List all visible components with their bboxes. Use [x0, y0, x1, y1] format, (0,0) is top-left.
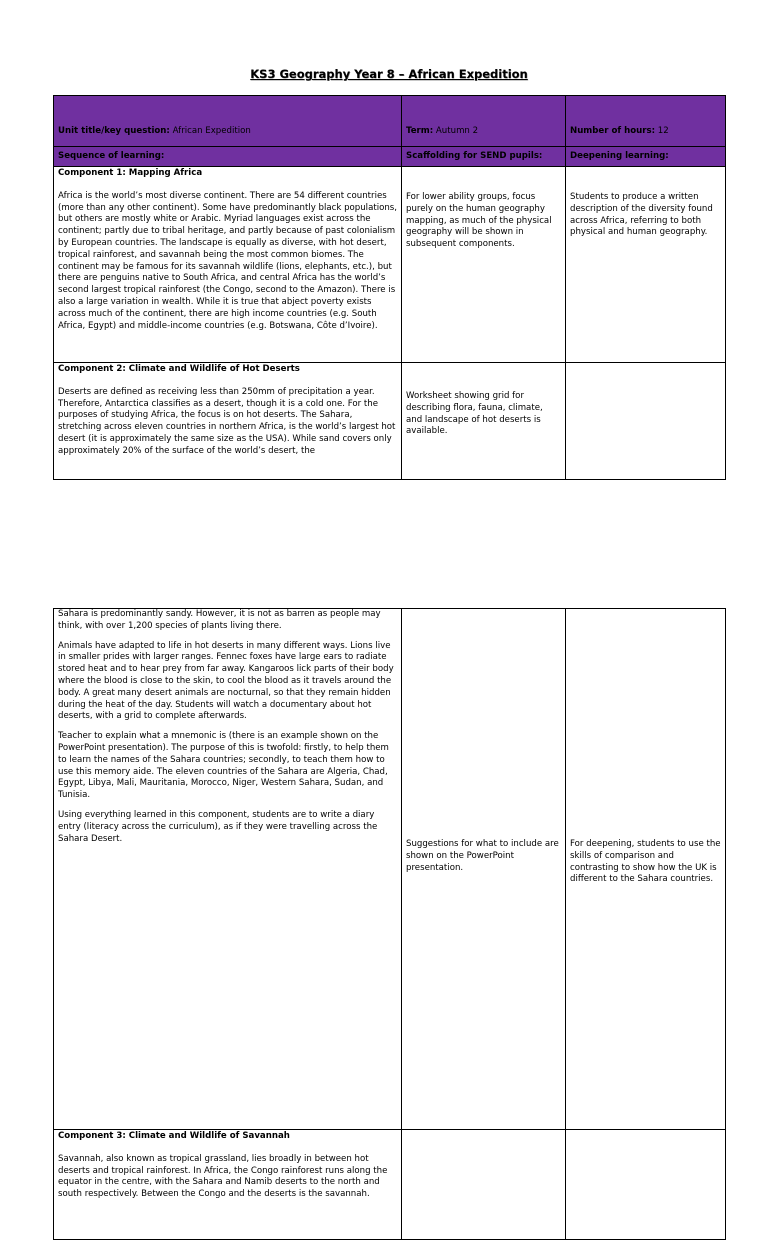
deepening-header: Deepening learning: — [566, 147, 726, 167]
hours-value: 12 — [657, 126, 669, 137]
component-2-scaffold-2-cell — [402, 609, 566, 1130]
term-cell — [402, 96, 566, 147]
sequence-header: Sequence of learning: — [54, 147, 402, 167]
component-3-scaffold-cell — [402, 1130, 566, 1240]
component-1-cell — [54, 167, 402, 363]
component-1-deepen-cell — [566, 167, 726, 363]
page-title: KS3 Geography Year 8 – African Expedition — [250, 67, 528, 81]
header-row — [54, 96, 726, 147]
component-3-deepen-cell — [566, 1130, 726, 1240]
unit-title-cell — [54, 96, 402, 147]
component-1-row — [54, 167, 726, 363]
component-2-continued-text-4: Using everything learned in this component, students are to write a diary entry (literacy across the curriculum), as if they were travelling across the Sahara Desert. — [58, 809, 378, 844]
component-2-continued-cell — [54, 609, 402, 1130]
component-1-scaffold-cell — [402, 167, 566, 363]
component-2-text: Deserts are defined as receiving less than 250mm of precipitation a year. Therefore, Antarctica classifies as a desert, though it is a cold one. For the purposes of studying Africa, the focus is on hot deserts. The Sahara, stretching across eleven countries in northern Africa, is the world’s largest hot desert (it is approximately the same size as the USA). While sand covers only approximately 20% of the surface of the world’s desert, the — [58, 386, 396, 456]
component-2-continued-text-1: Sahara is predominantly sandy. However, it is not as barren as people may think, with over 1,200 species of plants living there. — [58, 609, 381, 631]
scheme-table-page-1 — [53, 95, 726, 480]
component-1-scaffold: For lower ability groups, focus purely on the human geography mapping, as much of the physical geography will be shown in subsequent components. — [406, 192, 552, 250]
component-1-deepen: Students to produce a written description of the diversity found across Africa, referring to both physical and human geography. — [570, 192, 713, 238]
scheme-table-page-2 — [53, 608, 726, 1240]
component-3-title: Component 3: Climate and Wildlife of Savannah — [58, 1131, 290, 1141]
component-2-scaffold-cell — [402, 363, 566, 480]
scaffolding-header: Scaffolding for SEND pupils: — [402, 147, 566, 167]
component-2-title: Component 2: Climate and Wildlife of Hot Deserts — [58, 364, 300, 374]
component-2-cell — [54, 363, 402, 480]
component-2-deepen-2-cell — [566, 609, 726, 1130]
component-1-text: Africa is the world’s most diverse continent. There are 54 different countries (more than any other continent). Some have predominantly black populations, but others are mostly white or Arabic. Myriad languages exist across the continent; partly due to tribal heritage, and partly because of past colonialism by European countries. The landscape is equally as diverse, with hot desert, tropical rainforest, and savannah being the most common biomes. The continent may be famous for its savannah wildlife (lions, elephants, etc.), but there are penguins native to South Africa, and central Africa has the world’s second largest tropical rainforest (the Congo, second to the Amazon). There is also a large variation in wealth. While it is true that abject poverty exists across much of the continent, there are high income countries (e.g. South Africa, Egypt) and middle-income countries (e.g. Botswana, Côte d’Ivoire). — [58, 190, 398, 331]
term-value: Autumn 2 — [435, 126, 479, 137]
component-2-scaffold: Worksheet showing grid for describing flora, fauna, climate, and landscape of hot deserts is available. — [406, 391, 543, 437]
component-3-row — [54, 1130, 726, 1240]
component-2-continued-text-3: Teacher to explain what a mnemonic is (there is an example shown on the PowerPoint presentation). The purpose of this is twofold: firstly, to help them to learn the names of the Sahara countries; secondly, to teach them how to use this memory aide. The eleven countries of the Sahara are Algeria, Chad, Egypt, Libya, Mali, Mauritania, Morocco, Niger, Western Sahara, Sudan, and Tunisia. — [58, 731, 389, 801]
column-header-row — [54, 147, 726, 167]
unit-title-label: Unit title/key question: — [58, 126, 170, 137]
component-2-continued-text-2: Animals have adapted to life in hot deserts in many different ways. Lions live in smaller prides with larger ranges. Fennec foxes have large ears to radiate stored heat and to hear prey from far away. Kangaroos lick parts of their body where the blood is close to the skin, to cool the blood as it travels around the body. A great many desert animals are nocturnal, so that they remain hidden during the heat of the day. Students will watch a documentary about hot deserts, with a grid to complete afterwards. — [58, 640, 394, 722]
component-2-deepen-cell — [566, 363, 726, 480]
component-2-continued-row — [54, 609, 726, 1130]
hours-cell — [566, 96, 726, 147]
component-3-text: Savannah, also known as tropical grassland, lies broadly in between hot deserts and tropical rainforest. In Africa, the Congo rainforest runs along the equator in the centre, with the Sahara and Namib deserts to the north and south respectively. Between the Congo and the deserts is the savannah. — [58, 1153, 388, 1200]
unit-title-value: African Expedition — [172, 126, 251, 137]
term-label: Term: — [406, 126, 434, 137]
component-2-row — [54, 363, 726, 480]
component-1-title: Component 1: Mapping Africa — [58, 168, 203, 178]
component-2-deepen-2: For deepening, students to use the skills of comparison and contrasting to show how the UK is different to the Sahara countries. — [570, 839, 721, 885]
hours-label: Number of hours: — [570, 126, 656, 137]
component-2-scaffold-2: Suggestions for what to include are shown on the PowerPoint presentation. — [406, 839, 559, 873]
component-3-cell — [54, 1130, 402, 1240]
